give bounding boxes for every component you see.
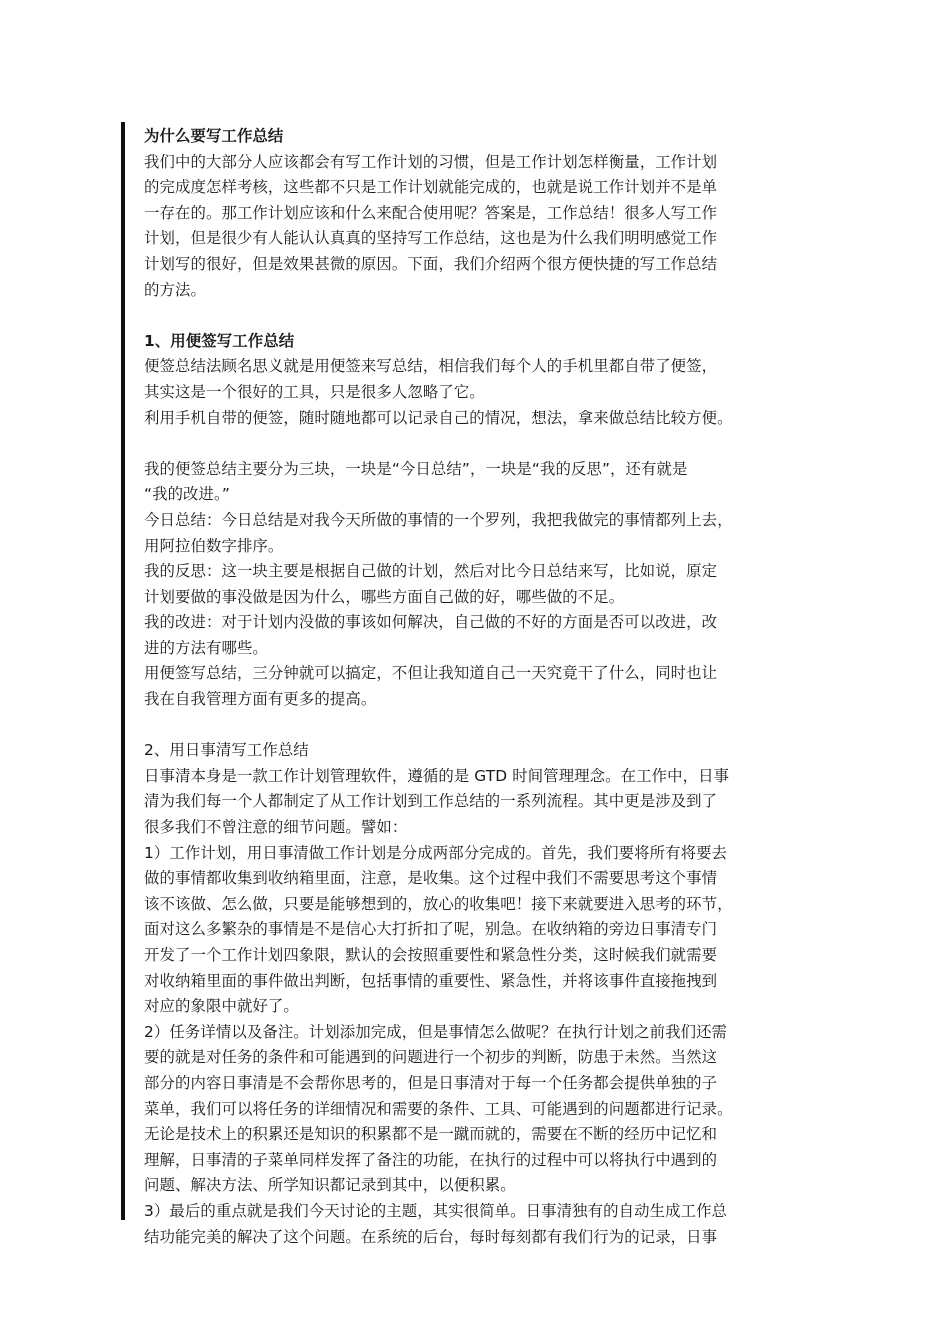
section-app-item-3: 3）最后的重点就是我们今天讨论的主题，其实很简单。日事清独有的自动生成工作总 结功能完美的解决了这个问题。在系统的后台，每时每刻都有我们行为的记录，日事: [144, 1201, 728, 1246]
section-notes-conclusion: 用便签写总结，三分钟就可以搞定，不但让我知道自己一天究竟干了什么，同时也让 我在自我管理方面有更多的提高。: [144, 664, 718, 709]
section-notes-parts: 我的便签总结主要分为三块，一块是“今日总结”，一块是“我的反思”，还有就是 “我的改进。”: [144, 459, 688, 504]
section-why-paragraph: 我们中的大部分人应该都会有写工作计划的习惯，但是工作计划怎样衡量，工作计划 的完成度怎样考核，这些都不只是工作计划就能完成的，也就是说工作计划并不是单 一存在的。那工作计划应该和什么来配合使用呢？答案是，工作总结！很多人写工作 计划，但是很少有人能认认真真的坚持写工作总结，这也是为什么我们明明感觉工作 计划写的很好，但是效果甚微的原因。下面，我们介绍两个很方便快捷的写工作总结 的方法。: [144, 152, 718, 299]
section-app-item-1: 1）工作计划，用日事清做工作计划是分成两部分完成的。首先，我们要将所有将要去 做的事情都收集到收纳箱里面，注意，是收集。这个过程中我们不需要思考这个事情 该不该做、怎么做，只要是能够想到的，放心的收集吧！接下来就要进入思考的环节， 面对这么多繁杂的事情是不是信心大打折扣了呢，别急。在收纳箱的旁边日事清专门 开发了一个工作计划四象限，默认的会按照重要性和紧急性分类，这时候我们就需要 对收纳箱里面的事件做出判断，包括事情的重要性、紧急性，并将该事件直接拖拽到 对应的象限中就好了。: [144, 843, 733, 1016]
section-notes-improvement: 我的改进：对于计划内没做的事该如何解决，自己做的不好的方面是否可以改进，改 进的方法有哪些。: [144, 613, 718, 657]
section-why-title: 为什么要写工作总结: [144, 127, 284, 145]
left-margin-rule: [121, 122, 125, 1220]
section-app-intro: 日事清本身是一款工作计划管理软件，遵循的是 GTD 时间管理理念。在工作中，日事 清为我们每一个人都制定了从工作计划到工作总结的一系列流程。其中更是涉及到了 很多我们不曾注意的细节问题。譬如：: [144, 766, 730, 837]
document-body: [144, 124, 809, 1250]
paragraph-spacer: [144, 431, 809, 457]
section-notes-usage: 利用手机自带的便签，随时随地都可以记录自己的情况，想法，拿来做总结比较方便。: [144, 408, 733, 427]
section-notes-intro: 便签总结法顾名思义就是用便签来写总结，相信我们每个人的手机里都自带了便签， 其实这是一个很好的工具，只是很多人忽略了它。: [144, 357, 718, 401]
paragraph-spacer: [144, 303, 809, 329]
section-notes-reflection: 我的反思：这一块主要是根据自己做的计划，然后对比今日总结来写，比如说，原定 计划要做的事没做是因为什么，哪些方面自己做的好，哪些做的不足。: [144, 562, 718, 606]
paragraph-spacer: [144, 713, 809, 739]
section-notes-title: 1、用便签写工作总结: [144, 331, 295, 350]
section-notes-today: 今日总结：今日总结是对我今天所做的事情的一个罗列，我把我做完的事情都列上去， 用阿拉伯数字排序。: [144, 510, 733, 555]
section-app-item-2: 2）任务详情以及备注。计划添加完成，但是事情怎么做呢？在执行计划之前我们还需 要的就是对任务的条件和可能遇到的问题进行一个初步的判断，防患于未然。当然这 部分的内容日事清是不会帮你思考的，但是日事清对于每一个任务都会提供单独的子 菜单，我们可以将任务的详细情况和需要的条件、工具、可能遇到的问题都进行记录。 无论是技术上的积累还是知识的积累都不是一蹴而就的，需要在不断的经历中记忆和 理解，日事清的子菜单同样发挥了备注的功能，在执行的过程中可以将执行中遇到的 问题、解决方法、所学知识都记录到其中，以便积累。: [144, 1022, 733, 1195]
section-app-title: 2、用日事清写工作总结: [144, 741, 309, 760]
